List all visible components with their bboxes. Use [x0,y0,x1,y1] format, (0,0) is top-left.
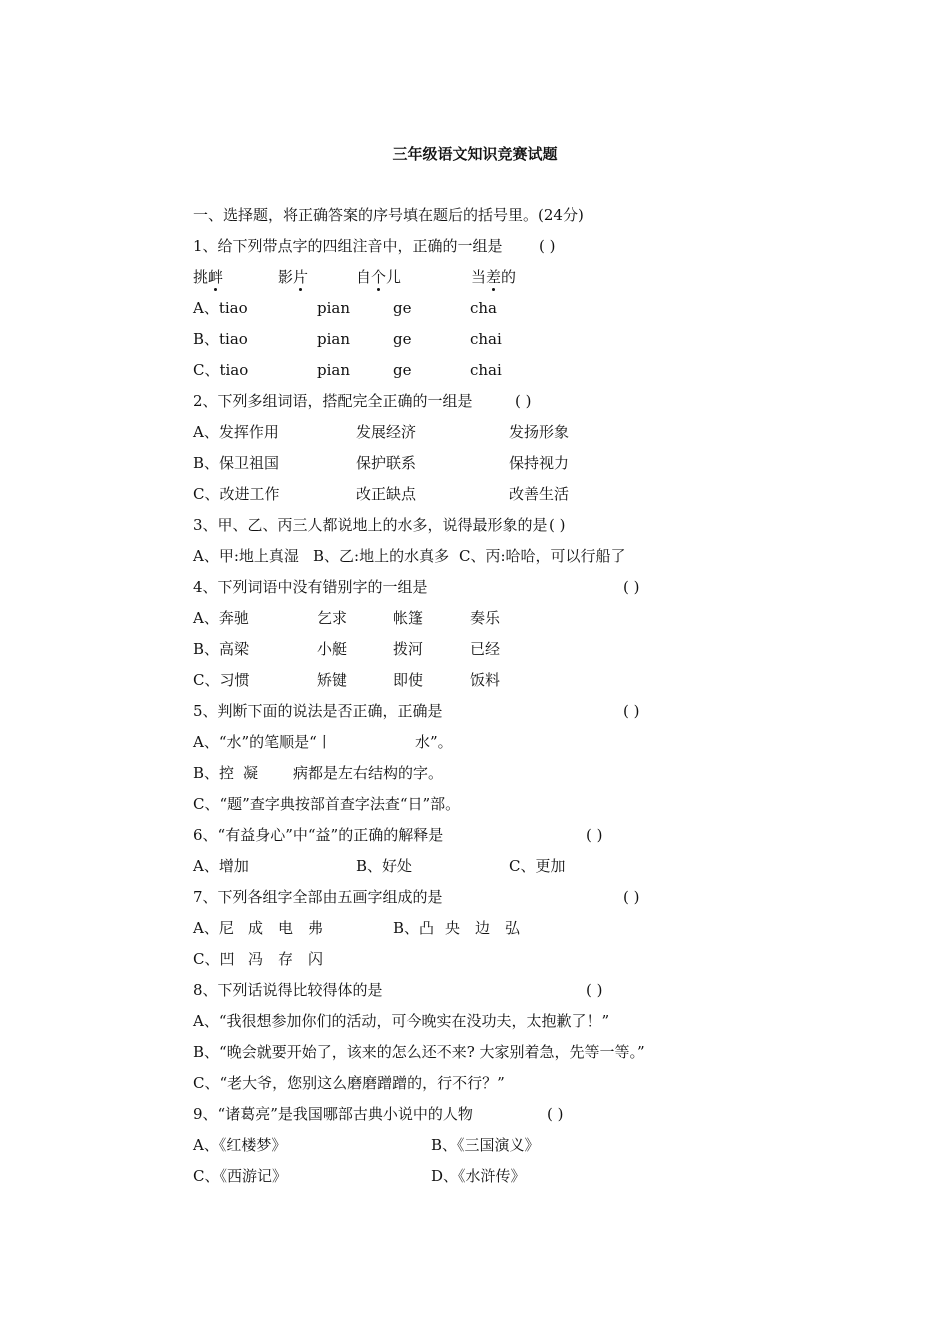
option-cell: ge [393,299,412,317]
question-stem: 9、“诸葛亮”是我国哪部古典小说中的人物 [193,1105,473,1123]
option-cell: pian [317,361,351,379]
option-cell: 冯 [248,950,264,968]
option-cell: C、《西游记》 [193,1167,287,1185]
option-cell: 弘 [505,919,521,937]
option-text: 病都是左右结构的字。 [293,764,444,782]
question-stem: 1、给下列带点字的四组注音中，正确的一组是 [193,237,503,255]
option-cell: C、习惯 [193,671,250,689]
option-cell: 已经 [470,640,501,658]
option-cell: 弗 [308,919,324,937]
option-cell: C、改进工作 [193,485,280,503]
question-stem: 8、下列话说得比较得体的是 [193,981,383,999]
option-cell: ge [393,361,412,379]
answer-bracket: ( ) [623,888,640,906]
option-cell: 闪 [308,950,324,968]
option-cell: B、保卫祖国 [193,454,280,472]
option-cell: pian [317,299,351,317]
option-cell: A、奔驰 [193,609,249,627]
option-label: C、tiao [193,361,249,379]
dotted-char: 衅 [208,268,224,286]
option-cell: A、甲:地上真湿 [193,547,299,565]
answer-bracket: ( ) [623,702,640,720]
option-label: A、tiao [193,299,248,317]
option-cell: C、丙:哈哈，可以行船了 [459,547,626,565]
dotted-char: 差 [486,268,502,286]
question-stem: 4、下列词语中没有错别字的一组是 [193,578,428,596]
answer-bracket: ( ) [547,1105,564,1123]
option-label: B、tiao [193,330,248,348]
option-cell: A、尼 [193,919,234,937]
option-cell: chai [470,330,502,348]
option-cell: A、《红楼梦》 [193,1136,287,1154]
option-cell: 央 [445,919,461,937]
option-cell: B、凸 [393,919,435,937]
option-cell: D、《水浒传》 [431,1167,526,1185]
question-stem: 3、甲、乙、丙三人都说地上的水多，说得最形象的是 [193,516,548,534]
option-cell: cha [470,299,498,317]
option-cell: pian [317,330,351,348]
word-1: 挑衅 [193,268,224,286]
option-cell: A、增加 [193,857,249,875]
option-cell: 边 [475,919,491,937]
dotted-char: 个 [371,268,387,286]
option-cell: 改善生活 [509,485,570,503]
word-2: 影片 [278,268,309,286]
option-text: A、“水”的笔顺是“丨 [193,733,332,751]
option-cell: 发扬形象 [509,423,570,441]
option-cell: A、发挥作用 [193,423,279,441]
option-cell: C、更加 [509,857,566,875]
option-cell: B、高梁 [193,640,250,658]
question-stem: 6、“有益身心”中“益”的正确的解释是 [193,826,444,844]
option-b: B、“晚会就要开始了，该来的怎么还不来? 大家别着急，先等一等。” [193,1043,645,1061]
section-heading: 一、选择题，将正确答案的序号填在题后的括号里。(24分) [193,206,584,224]
option-cell: 矫键 [317,671,348,689]
option-cell: 帐篷 [393,609,424,627]
option-cell: 乞求 [317,609,348,627]
option-c: C、“老大爷，您别这么磨磨蹭蹭的，行不行？” [193,1074,505,1092]
option-cell: 成 [248,919,264,937]
answer-bracket: ( ) [623,578,640,596]
option-a: A、“我很想参加你们的活动，可今晚实在没功夫，太抱歉了！” [193,1012,610,1030]
option-cell: 保护联系 [356,454,417,472]
answer-bracket: ( ) [539,237,556,255]
question-stem: 2、下列多组词语，搭配完全正确的一组是 [193,392,473,410]
answer-bracket: ( ) [586,826,603,844]
option-cell: chai [470,361,502,379]
option-cell: ge [393,330,412,348]
option-text: 凝 [243,764,259,782]
option-cell: 奏乐 [470,609,501,627]
option-cell: B、好处 [356,857,413,875]
option-cell: 发展经济 [356,423,417,441]
answer-bracket: ( ) [549,516,566,534]
option-text: B、控 [193,764,235,782]
option-c: C、“题”查字典按部首查字法查“日”部。 [193,795,461,813]
word-4: 当差的 [471,268,517,286]
option-cell: 电 [278,919,294,937]
option-cell: B、乙:地上的水真多 [313,547,450,565]
option-cell: 拨河 [393,640,424,658]
question-stem: 7、下列各组字全部由五画字组成的是 [193,888,443,906]
option-cell: B、《三国演义》 [431,1136,540,1154]
page-title: 三年级语文知识竞赛试题 [392,145,558,163]
option-text: 水”。 [415,733,453,751]
option-cell: C、凹 [193,950,235,968]
question-stem: 5、判断下面的说法是否正确，正确是 [193,702,443,720]
option-cell: 存 [278,950,294,968]
word-3: 自个儿 [356,268,402,286]
option-cell: 小艇 [317,640,348,658]
answer-bracket: ( ) [586,981,603,999]
dotted-char: 片 [293,268,309,286]
answer-bracket: ( ) [515,392,532,410]
option-cell: 改正缺点 [356,485,417,503]
option-cell: 即使 [393,671,424,689]
option-cell: 保持视力 [509,454,570,472]
option-cell: 饭料 [470,671,501,689]
